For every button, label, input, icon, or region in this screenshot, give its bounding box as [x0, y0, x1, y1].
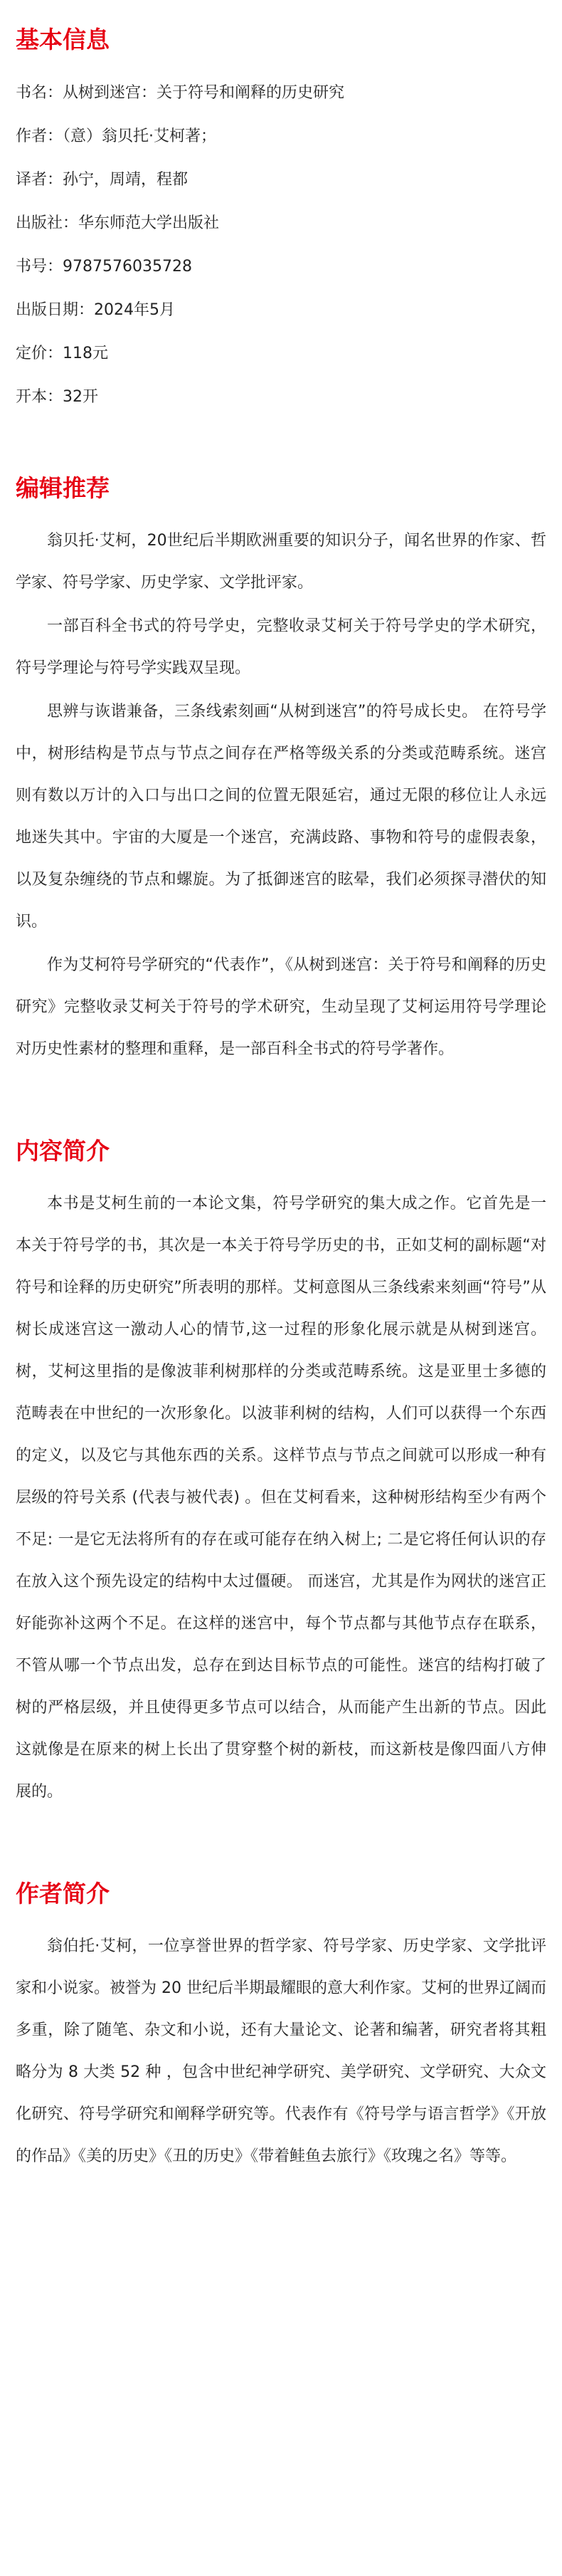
info-format	[16, 375, 546, 419]
info-price	[16, 332, 546, 375]
info-title	[16, 71, 546, 115]
editor-paragraph: 作为艾柯符号学研究的“代表作”，《从树到迷宫：关于符号和阐释的历史研究》完整收录艾柯关于符号的学术研究，生动呈现了艾柯运用符号学理论对历史性素材的整理和重释，是一部百科全书式的符号学著作。	[16, 956, 546, 1058]
basic-info-heading: 基本信息	[16, 26, 110, 53]
editor-recommendation-heading: 编辑推荐	[16, 474, 110, 502]
info-isbn	[16, 245, 546, 288]
info-value: （意）翁贝托·艾柯著；	[63, 127, 217, 145]
info-translator	[16, 158, 546, 201]
info-value: 32开	[63, 388, 99, 406]
info-value: 从树到迷宫：关于符号和阐释的历史研究	[63, 84, 345, 102]
info-label: 开本：	[16, 388, 63, 406]
editor-paragraph: 思辨与诙谐兼备，三条线索刻画“从树到迷宫”的符号成长史。 在符号学中，树形结构是节点与节点之间存在严格等级关系的分类或范畴系统。迷宫则有数以万计的入口与出口之间的位置无限延宕，通过无限的移位让人永远地迷失其中。宇宙的大厦是一个迷宫，充满歧路、事物和符号的虚假表象，以及复杂缠绕的节点和螺旋。为了抵御迷宫的眩晕，我们必须探寻潜伏的知识。	[16, 703, 546, 931]
info-label: 出版日期：	[16, 301, 95, 319]
info-value: 孙宁，周靖，程都	[63, 171, 189, 189]
content-paragraph: 本书是艾柯生前的一本论文集，符号学研究的集大成之作。它首先是一本关于符号学的书，其次是一本关于符号学历史的书，正如艾柯的副标题“对符号和诠释的历史研究”所表明的那样。艾柯意图从三条线索来刻画“符号”从树长成迷宫这一激动人心的情节,这一过程的形象化展示就是从树到迷宫。 树，艾柯这里指的是像波菲利树那样的分类或范畴系统。这是亚里士多德的范畴表在中世纪的一次形象化。以波菲利树的结构，人们可以获得一个东西的定义，以及它与其他东西的关系。这样节点与节点之间就可以形成一种有层级的符号关系 (代表与被代表) 。但在艾柯看来，这种树形结构至少有两个不足: 一是它无法将所有的存在或可能存在纳入树上; 二是它将任何认识的存在放入这个预先设定的结构中太过僵硬。 而迷宫，尤其是作为网状的迷宫正好能弥补这两个不足。在这样的迷宫中，每个节点都与其他节点存在联系，不管从哪一个节点出发，总存在到达目标节点的可能性。迷宫的结构打破了树的严格层级，并且使得更多节点可以结合，从而能产生出新的节点。因此这就像是在原来的树上长出了贯穿整个树的新枝，而这新枝是像四面八方伸展的。	[16, 1195, 546, 1801]
editor-recommendation-section	[16, 470, 546, 1070]
info-publish-date	[16, 288, 546, 332]
content-summary-heading: 内容简介	[16, 1137, 110, 1165]
info-label: 书名：	[16, 84, 63, 102]
info-publisher	[16, 201, 546, 245]
info-label: 译者：	[16, 171, 63, 189]
author-paragraph: 翁伯托·艾柯，一位享誉世界的哲学家、符号学家、历史学家、文学批评家和小说家。被誉为 20 世纪后半期最耀眼的意大利作家。艾柯的世界辽阔而多重，除了随笔、杂文和小说，还有大量论文、论著和编著，研究者将其粗略分为 8 大类 52 种 ，包含中世纪神学研究、美学研究、文学研究、大众文化研究、符号学研究和阐释学研究等。代表作有《符号学与语言哲学》《开放的作品》《美的历史》《丑的历史》《带着鲑鱼去旅行》《玫瑰之名》等等。	[16, 1937, 546, 2165]
info-value: 华东师范大学出版社	[78, 214, 220, 232]
info-label: 定价：	[16, 345, 63, 362]
info-author	[16, 115, 546, 158]
editor-paragraph: 一部百科全书式的符号学史，完整收录艾柯关于符号学史的学术研究，符号学理论与符号学实践双呈现。	[16, 617, 546, 677]
author-intro-heading: 作者简介	[16, 1880, 110, 1907]
basic-info-section	[16, 21, 546, 419]
info-label: 书号：	[16, 258, 63, 276]
info-label: 作者：	[16, 127, 63, 145]
content-summary-section	[16, 1133, 546, 1813]
info-value: 2024年5月	[94, 301, 176, 319]
info-label: 出版社：	[16, 214, 79, 232]
author-intro-section	[16, 1875, 546, 2177]
editor-paragraph: 翁贝托·艾柯，20世纪后半期欧洲重要的知识分子，闻名世界的作家、哲学家、符号学家、历史学家、文学批评家。	[16, 532, 546, 592]
info-value: 118元	[63, 345, 109, 362]
info-value: 9787576035728	[63, 258, 192, 276]
